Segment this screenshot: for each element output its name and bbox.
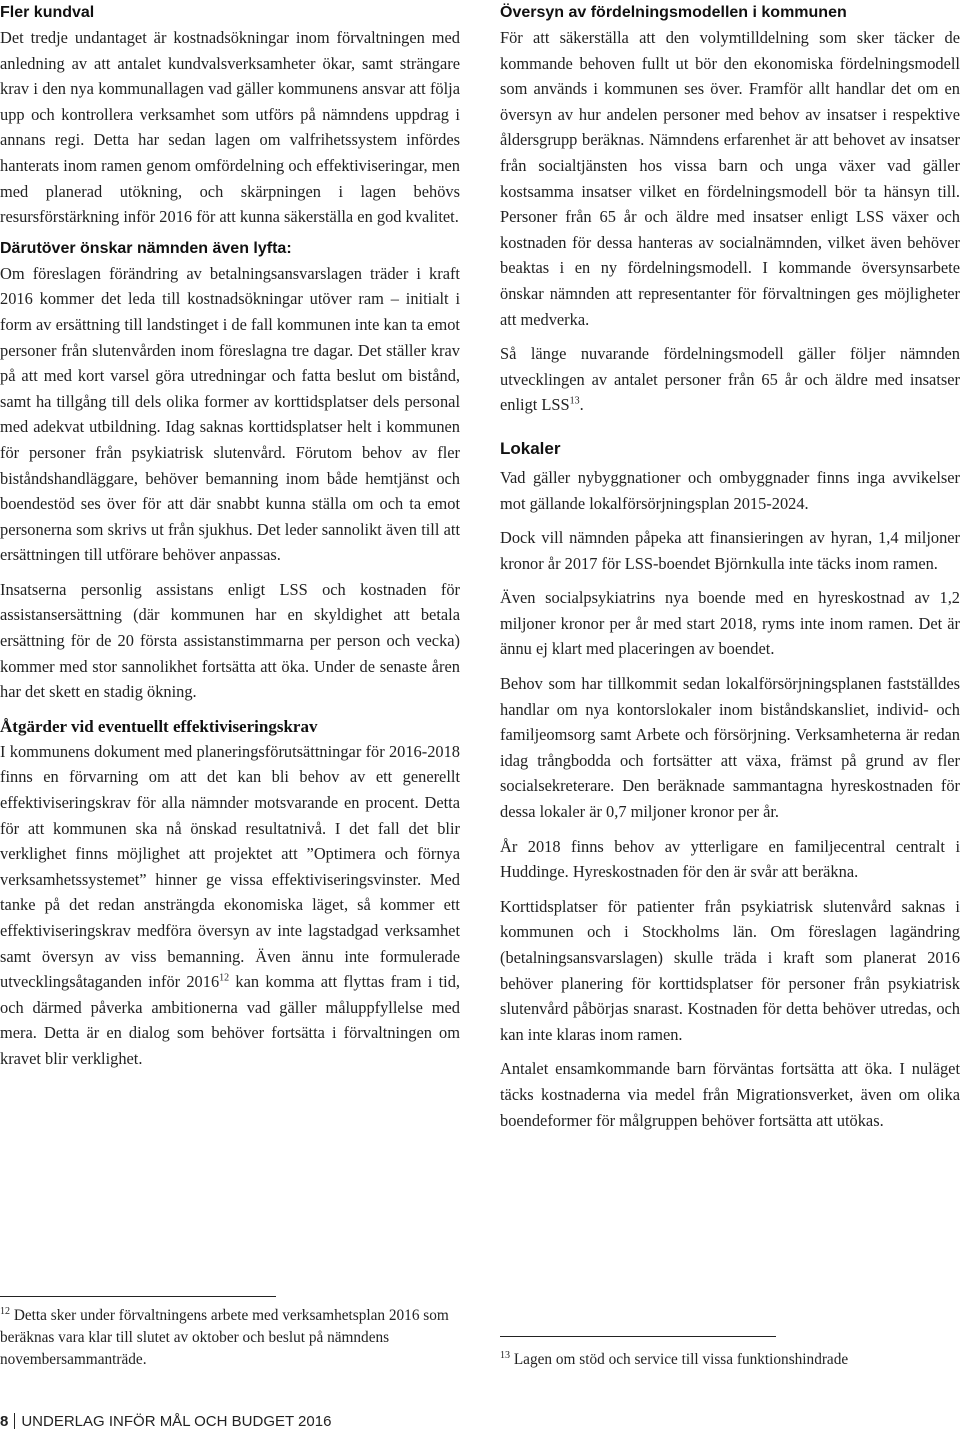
- footnote-block-13: [500, 1336, 960, 1371]
- paragraph-familjecentral: År 2018 finns behov av ytterligare en familjecentral centralt i Huddinge. Hyreskostnaden för den är svår att beräkna.: [500, 836, 960, 882]
- paragraph-ensamkommande: Antalet ensamkommande barn förväntas fortsätta att öka. I nuläget täcks kostnaderna via medel från Migrationsverket, även om olika boendeformer för målgruppen behöver fortsätta att utökas.: [500, 1059, 960, 1130]
- paragraph-socialpsykiatri: Även socialpsykiatrins nya boende med en hyreskostnad av 1,2 miljoner kronor per år med start 2018, ryms inte inom ramen. Det är ännu ej klart med placeringen av boendet.: [500, 588, 960, 659]
- footer-divider: [14, 1413, 15, 1429]
- paragraph-fordelningsmodell: För att säkerställa att den volymtilldelning som sker täcker de kommande behoven fullt ut bör den ekonomiska fördelningsmodell som används i kommunen ses över. Framför allt handlar det om en översyn av hur andelen personer med behov av insatser i respektive åldersgrupp beräknas. Nämndens erfarenhet är att behovet av insatser från socialtjänsten hos vissa barn och unga växer vad gäller kostsamma insatser vilket en fördelningsmodell bör ta hänsyn till. Personer från 65 år och äldre med insatser enligt LSS växer och kostnaden för dessa hanteras av socialnämnden, vilket även behöver beaktas i en ny fördelningsmodell. I kommande översynsarbete önskar nämnden att representanter för förvaltningen ges möjligheter att medverka.: [500, 28, 960, 329]
- paragraph-lss-65: Så länge nuvarande fördelningsmodell gäller följer nämnden utvecklingen av antalet personer från 65 år och äldre med insatser enligt LSS$^{13}$.: [500, 344, 960, 415]
- footnote-13: $^{13}$ Lagen om stöd och service till vissa funktionshindrade: [500, 1349, 849, 1368]
- paragraph-effektiviseringskrav: I kommunens dokument med planeringsförutsättningar för 2016-2018 finns en förvarning om att det kan bli behov av ett generellt effektiviseringskrav för alla nämnder motsvarande en procent. Detta för att kommunen ska nå önskad resultatnivå. I det fall det blir verklighet finns möjlighet att projektet att ”Optimera och förnya verksamhetssystemet” hinner ge vissa effektiviseringsvinster. Med tanke på det redan ansträngda ekonomiska läget, så kommer ett effektiviseringskrav medföra översyn av inte lagstadgad verksamhet samt översyn av viss bemanning. Även ännu inte formulerade utvecklingsåtaganden inför 2016$^{12}$ kan komma att flyttas fram i tid, och därmed påverka ambitionerna vad gäller måluppfyllelse med mera. Detta är en dialog som behöver fortsätta i förvaltningen om kravet blir verklighet.: [0, 741, 460, 1068]
- page-number: 8: [0, 1413, 9, 1430]
- footnote-rule: [0, 1296, 276, 1297]
- heading-atgarder: Åtgärder vid eventuellt effektiviseringskrav: [0, 716, 318, 736]
- heading-darutover: Därutöver önskar nämnden även lyfta:: [0, 239, 292, 257]
- footnote-block-12: [0, 1296, 460, 1371]
- footnote-ref-12[interactable]: 12: [219, 972, 230, 984]
- paragraph-korttidsplatser: Korttidsplatser för patienter från psykiatrisk slutenvård saknas i kommunen och i Stockholms län. Om föreslagen lagändring (betalningsansvarslagen) skulle träda i kraft som planerat 2016 behöver planering för korttidsplatser för personer från psykiatrisk slutenvård påbörjas snarast. Kostnaden för detta behöver utredas, och kan inte klaras inom ramen.: [500, 896, 960, 1044]
- paragraph-bjornkulla: Dock vill nämnden påpeka att finansieringen av hyran, 1,4 miljoner kronor år 2017 för LSS-boendet Björnkulla inte täcks inom ramen.: [500, 528, 960, 573]
- footnote-ref-13[interactable]: 13: [569, 395, 580, 407]
- footer-title: UNDERLAG INFÖR MÅL OCH BUDGET 2016: [21, 1413, 332, 1430]
- footnote-12: $^{12}$ Detta sker under förvaltningens arbete med verksamhetsplan 2016 som beräknas vara klar till slutet av oktober och beslut på nämndens novembersammanträde.: [0, 1305, 449, 1368]
- footnote-rule: [500, 1336, 776, 1337]
- paragraph-betalningsansvar: Om föreslagen förändring av betalningsansvarslagen träder i kraft 2016 kommer det leda till kostnadsökningar utöver ram – initialt i form av ersättning till landstinget i de fall kommunen inte kan ta emot personer från slutenvården inom föreslagna tre dagar. Det ställer krav på att med kort varsel göra utredningar och fatta beslut om bistånd, samt ha tillgång till dels olika former av korttidsplatser dels personal med adekvat utbildning. Idag saknas korttidsplatser helt i kommunen för personer från psykiatrisk slutenvård. Förutom behov av fler biståndshandläggare, behöver bemanning inom både hemtjänst och boendestöd ses över för att där snabbt kunna ställa om och ta emot personerna som skrivs ut från sjukhus. Det leder sannolikt även till att ersättningen till utförare behöver anpassas.: [0, 263, 460, 565]
- paragraph-lokalforsorjning: Vad gäller nybyggnationer och ombyggnader finns inga avvikelser mot gällande lokalförsörjningsplan 2015-2024.: [500, 467, 960, 513]
- paragraph-kundval: Det tredje undantaget är kostnadsökningar inom förvaltningen med anledning av att antalet kundvalsverksamheter ökar, samt strängare krav i den nya kommunallagen vad gäller kommunens ansvar att följa upp och kontrollera verksamhet som utförs på nämndens uppdrag i annans regi. Detta har sedan lagen om valfrihetssystem infördes hanterats inom ramen genom omfördelning och effektiviseringar, men med planerad utökning, och skärpningen i lagen behövs resursförstärkning inför 2016 för att kunna säkerställa en god kvalitet.: [0, 28, 460, 227]
- heading-oversyn: Översyn av fördelningsmodellen i kommunen: [500, 4, 847, 21]
- page-footer: [0, 1413, 331, 1430]
- right-column: [500, 0, 960, 1368]
- heading-lokaler: Lokaler: [500, 438, 561, 458]
- paragraph-kontorslokaler: Behov som har tillkommit sedan lokalförsörjningsplanen fastställdes handlar om nya kontorslokaler inom biståndskansliet, individ- och familjeomsorg samt Arbete och försörjning. Verksamheterna är redan idag trångbodda och fortsätter att växa, främst på grund av fler socialsekreterare. Den beräknade sammantagna hyreskostnaden för dessa lokaler är 0,7 miljoner kronor per år.: [500, 674, 960, 822]
- heading-fler-kundval: Fler kundval: [0, 4, 95, 21]
- paragraph-personlig-assistans: Insatserna personlig assistans enligt LSS och kostnaden för assistansersättning (där kommunen har en skyldighet att betala ersättning för de 20 första assistanstimmarna per person och vecka) kommer med stor sannolikhet fortsätta att öka. Under de senaste åren har det skett en stadig ökning.: [0, 579, 460, 702]
- left-column: [0, 0, 460, 1368]
